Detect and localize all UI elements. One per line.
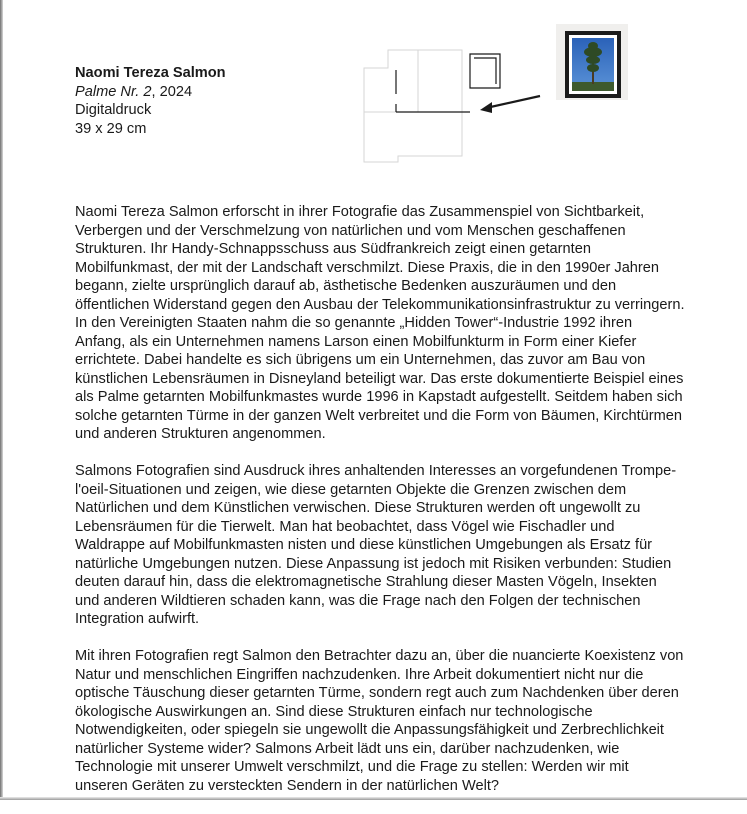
body-paragraph: Mit ihren Fotografien regt Salmon den Betrachter dazu an, über die nuancierte Koexistenz von Natur und menschlichen Eingriffen nachzudenken. Ihre Arbeit dokumentiert nicht nur die optische Täuschung dieser getarnten Türme, sondern regt auch zum Nachdenken über deren ökologische Auswirkungen an. Sind diese Strukturen einfach nur technologische Notwendigkeiten, oder spiegeln sie ungewollt die Anpassungsfähigkeit und Zerbrechlichkeit natürlicher Systeme wider? Salmons Arbeit lädt uns ein, darüber nachzudenken, wie Technologie mit unserer Umwelt verschmilzt, und die Frage zu stellen: Werden wir mit unseren Geräten zu versteckten Sendern in der natürlichen Welt? (75, 648, 684, 794)
artwork-label (75, 64, 226, 138)
artwork-medium: Digitaldruck (75, 102, 152, 118)
artwork-title: Palme Nr. 2 (75, 83, 152, 100)
artwork-title-line (75, 83, 226, 102)
artwork-dimensions: 39 x 29 cm (75, 120, 147, 137)
floor-plan-diagram (358, 24, 548, 164)
body-paragraph: Salmons Fotografien sind Ausdruck ihres anhaltenden Interesses an vorgefundenen Trompe-l'oeil-Situationen und zeigen, wie diese getarnten Objekte die Grenzen zwischen dem Natürlichen und dem Künstlichen verwischen. Diese Strukturen werden oft ungewollt zu Lebensräumen für die Tierwelt. Man hat beobachtet, dass Vögel wie Fischadler und Waldrappe auf Mobilfunkmasten nisten und diese künstlichen Umgebungen als Ersatz für natürliche Umgebungen nutzen. Diese Anpassung ist jedoch mit Risiken verbunden: Studien deuten darauf hin, dass die elektromagnetische Strahlung dieser Masten Vögeln, Insekten und anderen Wildtieren schaden kann, was die Frage nach den Folgen der technischen Integration aufwirft. (75, 463, 677, 627)
floor-plan-svg (358, 24, 548, 164)
body-paragraph: Naomi Tereza Salmon erforscht in ihrer Fotografie das Zusammenspiel von Sichtbarkeit, Verbergen und der Verschmelzung von natürlichen und vom Menschen geschaffenen Strukturen. Ihr Handy-Schnappsschuss aus Südfrankreich zeigt einen getarnten Mobilfunkmast, der mit der Landschaft verschmilzt. Diese Praxis, die in den 1990er Jahren begann, zielte ursprünglich darauf ab, ästhetische Bedenken auszuräumen und den öffentlichen Widerstand gegen den Ausbau der Telekommunikationsinfrastruktur zu verringern. In den Vereinigten Staaten nahm die so genannte „Hidden Tower“-Industrie 1992 ihren Anfang, als ein Unternehmen namens Larson einen Mobilfunkturm in Form einer Kiefer errichtete. Dabei handelte es sich übrigens um ein Unternehmen, das zuvor am Bau von künstlichen Lebensräumen in Disneyland beteiligt war. Das erste dokumentierte Beispiel eines als Palme getarnten Mobilfunkmastes wurde 1996 in Kapstadt aufgestellt. Seitdem haben sich solche getarnten Türme in der ganzen Welt verbreitet und die Form von Bäumen, Kirchtürmen und anderen Strukturen angenommen. (75, 204, 685, 442)
artist-name: Naomi Tereza Salmon (75, 65, 226, 81)
body-text (75, 203, 685, 814)
arrow-left-icon (480, 96, 540, 113)
artwork-year: , 2024 (151, 83, 193, 100)
framed-palm-photo (556, 24, 628, 100)
page-left-edge (0, 0, 3, 800)
